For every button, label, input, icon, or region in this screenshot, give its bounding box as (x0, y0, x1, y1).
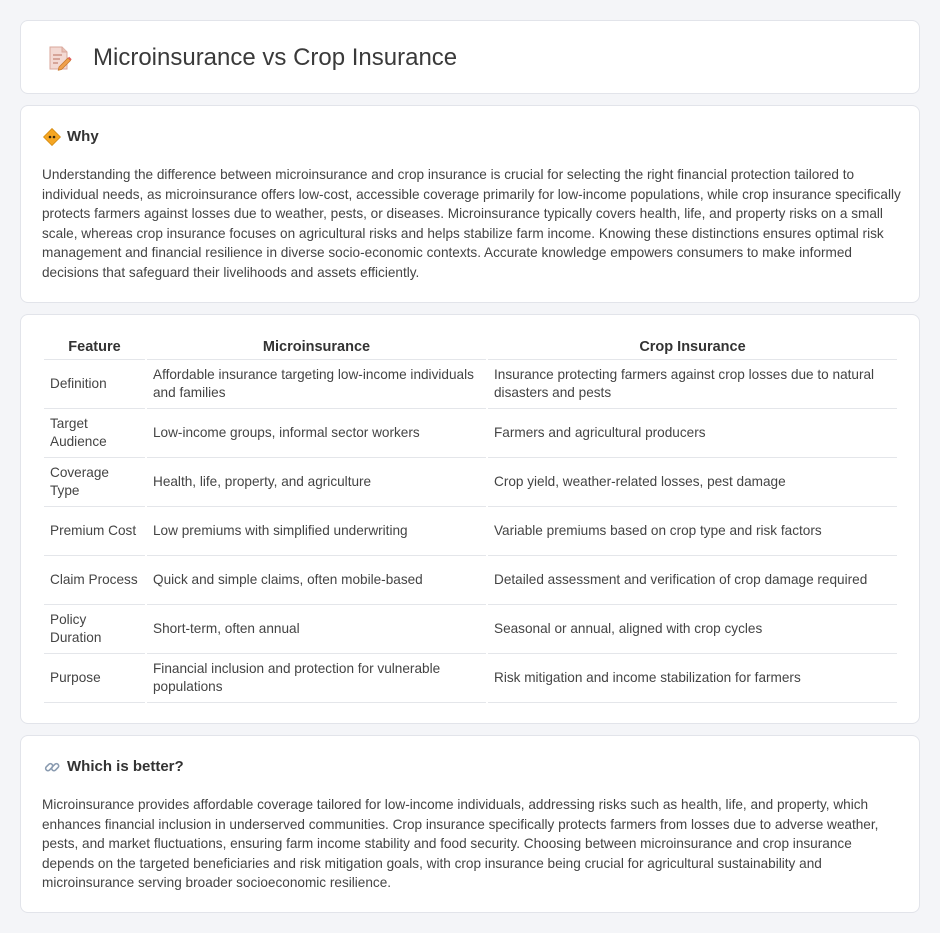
document-pencil-icon (46, 45, 72, 71)
cell-feature: Definition (44, 360, 145, 409)
cell-feature: Coverage Type (44, 458, 145, 507)
why-title: Why (67, 128, 99, 145)
cell-crop-insurance: Farmers and agricultural producers (488, 409, 897, 458)
cell-feature: Purpose (44, 654, 145, 703)
cell-crop-insurance: Insurance protecting farmers against crop losses due to natural disasters and pests (488, 360, 897, 409)
which-title: Which is better? (67, 758, 184, 775)
cell-crop-insurance: Seasonal or annual, aligned with crop cycles (488, 605, 897, 654)
cell-microinsurance: Short-term, often annual (147, 605, 486, 654)
cell-crop-insurance: Detailed assessment and verification of crop damage required (488, 556, 897, 605)
table-row (44, 556, 897, 605)
header-crop-insurance: Crop Insurance (488, 335, 897, 360)
cell-crop-insurance: Variable premiums based on crop type and risk factors (488, 507, 897, 556)
why-heading (43, 127, 99, 147)
table-header-row (44, 335, 897, 360)
which-heading (43, 757, 184, 777)
cell-feature: Target Audience (44, 409, 145, 458)
cell-microinsurance: Low premiums with simplified underwriting (147, 507, 486, 556)
table-row (44, 654, 897, 703)
table-row (44, 360, 897, 409)
which-text: Microinsurance provides affordable coverage tailored for low-income individuals, addressing risks such as health, life, and property, which enhances financial inclusion in underserved communities. Crop insurance specifically protects farmers from losses due to adverse weather, pests, and market fluctuations, ensuring farm income stability and food security. Choosing between microinsurance and crop insurance depends on the targeted beneficiaries and risk mitigation goals, with crop insurance being crucial for agricultural sustainability and microinsurance serving broader socioeconomic resilience. (42, 797, 879, 891)
diamond-sign-icon (43, 128, 61, 146)
cell-feature: Policy Duration (44, 605, 145, 654)
header-card (20, 20, 920, 94)
header-microinsurance: Microinsurance (147, 335, 486, 360)
link-icon (43, 758, 61, 776)
cell-microinsurance: Affordable insurance targeting low-income individuals and families (147, 360, 486, 409)
table-row (44, 458, 897, 507)
table-row (44, 507, 897, 556)
cell-crop-insurance: Crop yield, weather-related losses, pest damage (488, 458, 897, 507)
comparison-table-card (20, 314, 920, 724)
cell-feature: Premium Cost (44, 507, 145, 556)
cell-microinsurance: Health, life, property, and agriculture (147, 458, 486, 507)
table-row (44, 605, 897, 654)
cell-crop-insurance: Risk mitigation and income stabilization for farmers (488, 654, 897, 703)
header-feature: Feature (44, 335, 145, 360)
why-text: Understanding the difference between microinsurance and crop insurance is crucial for selecting the right financial protection tailored to individual needs, as microinsurance offers low-cost, accessible coverage primarily for low-income populations, while crop insurance specifically protects farmers against losses due to weather, pests, or diseases. Microinsurance typically covers health, life, and property risks on a small scale, whereas crop insurance focuses on agricultural risks and helps stabilize farm income. Knowing these distinctions ensures optimal risk management and financial resilience in diverse socio-economic contexts. Accurate knowledge empowers consumers to make informed decisions that safeguard their livelihoods and assets efficiently. (42, 167, 901, 280)
page-title: Microinsurance vs Crop Insurance (93, 44, 458, 71)
which-section (20, 735, 920, 913)
why-section (20, 105, 920, 303)
cell-feature: Claim Process (44, 556, 145, 605)
cell-microinsurance: Financial inclusion and protection for vulnerable populations (147, 654, 486, 703)
cell-microinsurance: Quick and simple claims, often mobile-based (147, 556, 486, 605)
comparison-table (42, 335, 899, 703)
cell-microinsurance: Low-income groups, informal sector workers (147, 409, 486, 458)
table-row (44, 409, 897, 458)
